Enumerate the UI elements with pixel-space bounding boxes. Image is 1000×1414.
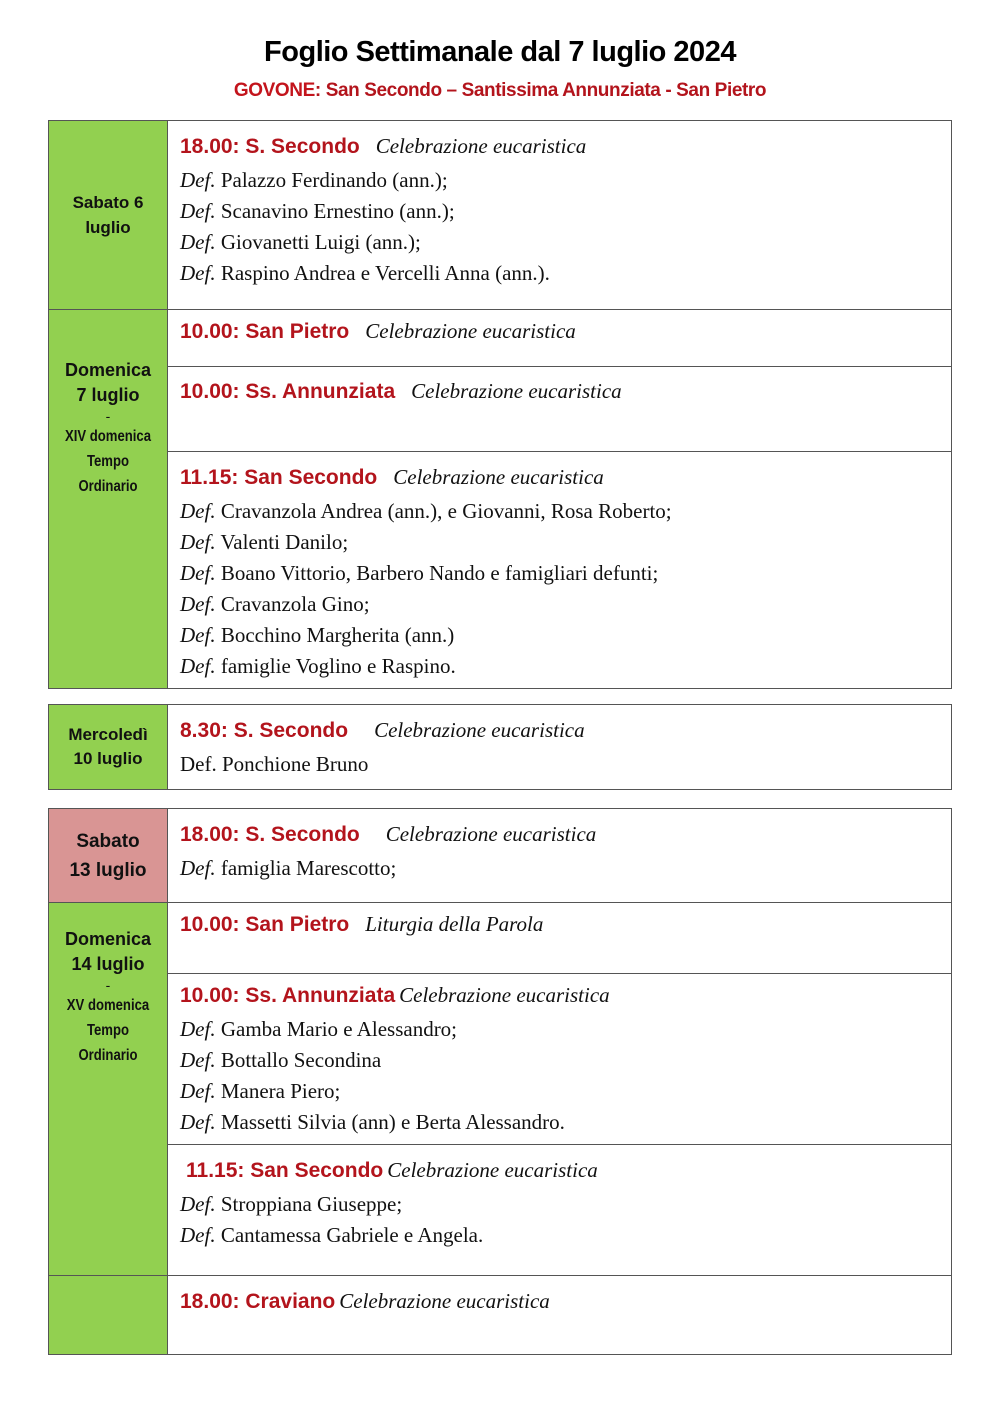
intention-line (180, 1220, 939, 1251)
date-label: 10 luglio (73, 749, 143, 768)
intention-text: famiglia Marescotto; (215, 856, 397, 880)
intention-line (180, 853, 939, 884)
intention-text: Cantamessa Gabriele e Angela. (215, 1223, 484, 1247)
intention-prefix: Def. (180, 1017, 216, 1041)
intention-prefix: Def. (180, 856, 216, 880)
mass-cell (168, 974, 952, 1145)
intention-prefix: Def. (180, 654, 216, 678)
intention-text: Massetti Silvia (ann) e Berta Alessandro. (215, 1110, 565, 1134)
intention-line (180, 1107, 939, 1138)
mass-cell (168, 367, 952, 452)
intention-text: Valenti Danilo; (215, 530, 349, 554)
day-cell-sunday-14 (49, 903, 168, 1276)
intention-line (180, 258, 939, 289)
intention-text: Bottallo Secondina (215, 1048, 382, 1072)
intention-prefix: Def. (180, 1079, 216, 1103)
intention-prefix: Def. (180, 530, 216, 554)
intention-prefix: Def. (180, 499, 216, 523)
day-cell-saturday-13 (49, 809, 168, 903)
intention-prefix: Def. (180, 561, 216, 585)
mass-type: Celebrazione eucaristica (411, 379, 622, 403)
intention-line: Def. Ponchione Bruno (180, 752, 369, 776)
liturgical-season: Tempo (86, 453, 130, 470)
page-subtitle (0, 80, 1000, 102)
mass-type: Celebrazione eucaristica (387, 1158, 598, 1182)
date-label: 7 luglio (76, 385, 140, 405)
mass-time: 18.00: S. Secondo (180, 135, 360, 158)
intention-line (180, 589, 939, 620)
intention-text: Stroppiana Giuseppe; (215, 1192, 403, 1216)
intention-text: Scanavino Ernestino (ann.); (215, 199, 455, 223)
day-cell-saturday-6 (49, 121, 168, 310)
mass-type: Liturgia della Parola (365, 912, 544, 936)
mass-time: 10.00: San Pietro (180, 913, 350, 936)
mass-time: 8.30: S. Secondo (180, 719, 349, 742)
liturgical-sunday: XV domenica (66, 997, 150, 1014)
table-row (49, 367, 952, 452)
mass-type: Celebrazione eucaristica (365, 319, 576, 343)
table-row (49, 705, 952, 790)
intention-text: Cravanzola Andrea (ann.), e Giovanni, Rosa Roberto; (215, 499, 672, 523)
day-label: Sabato 6 (72, 193, 144, 212)
table-row (49, 1276, 952, 1355)
mass-type: Celebrazione eucaristica (399, 983, 610, 1007)
mass-time: 18.00: Craviano (180, 1290, 336, 1313)
intention-line (180, 651, 939, 682)
intention-line (180, 1045, 939, 1076)
mass-type: Celebrazione eucaristica (385, 822, 597, 846)
intentions-list (180, 1014, 939, 1138)
liturgical-season: Ordinario (78, 478, 138, 495)
mass-time: 10.00: Ss. Annunziata (180, 984, 396, 1007)
mass-cell (168, 1276, 952, 1355)
mass-type: Celebrazione eucaristica (374, 718, 585, 742)
mass-time: 18.00: S. Secondo (180, 823, 360, 846)
intention-prefix: Def. (180, 592, 216, 616)
page-title: Foglio Settimanale dal 7 luglio 2024 (264, 36, 736, 68)
day-cell-wednesday-10 (49, 705, 168, 790)
intention-line (180, 558, 939, 589)
intention-prefix: Def. (180, 1223, 216, 1247)
day-label: Sabato (76, 830, 140, 852)
day-cell-empty (49, 1276, 168, 1355)
mass-cell (168, 1145, 952, 1276)
intention-text: Palazzo Ferdinando (ann.); (215, 168, 448, 192)
mass-cell (168, 809, 952, 903)
intentions-list (180, 165, 939, 289)
mass-cell (168, 121, 952, 310)
mass-cell (168, 310, 952, 367)
mass-type: Celebrazione eucaristica (393, 465, 604, 489)
schedule-block-week2 (48, 808, 952, 1355)
liturgical-season: Tempo (86, 1022, 130, 1039)
intention-line (180, 496, 939, 527)
liturgical-sunday: XIV domenica (64, 428, 152, 445)
intention-text: Giovanetti Luigi (ann.); (215, 230, 421, 254)
separator: - (105, 977, 111, 993)
table-row (49, 121, 952, 310)
intention-line (180, 1076, 939, 1107)
mass-cell (168, 452, 952, 689)
schedule-block-wednesday (48, 704, 952, 790)
table-row (49, 310, 952, 367)
schedule-block-week1 (48, 120, 952, 689)
date-label: 14 luglio (71, 954, 145, 974)
church-list: : San Secondo – Santissima Annunziata - San Pietro (314, 80, 767, 101)
intention-text: Boano Vittorio, Barbero Nando e famigliari defunti; (215, 561, 659, 585)
table-row (49, 974, 952, 1145)
table-row (49, 1145, 952, 1276)
intention-line (180, 196, 939, 227)
parish-name: GOVONE (233, 80, 315, 101)
date-label: 13 luglio (69, 859, 147, 881)
mass-type: Celebrazione eucaristica (339, 1289, 550, 1313)
intention-text: Bocchino Margherita (ann.) (215, 623, 455, 647)
table-row (49, 903, 952, 974)
date-label: luglio (85, 218, 131, 237)
intention-line (180, 1014, 939, 1045)
intention-line (180, 1189, 939, 1220)
intention-line (180, 527, 939, 558)
intention-line (180, 227, 939, 258)
day-label: Domenica (64, 929, 152, 949)
mass-time: 10.00: Ss. Annunziata (180, 380, 396, 403)
intention-text: Manera Piero; (215, 1079, 341, 1103)
intention-prefix: Def. (180, 1110, 216, 1134)
intentions-list (180, 853, 939, 884)
intentions-list (180, 1189, 939, 1251)
intention-prefix: Def. (180, 199, 216, 223)
mass-cell (168, 903, 952, 974)
table-row (49, 452, 952, 689)
intention-line (180, 165, 939, 196)
liturgical-season: Ordinario (78, 1047, 138, 1064)
mass-type: Celebrazione eucaristica (375, 134, 587, 158)
intention-prefix: Def. (180, 230, 216, 254)
separator: - (105, 408, 111, 424)
mass-time: 11.15: San Secondo (186, 1159, 384, 1182)
intention-line (180, 620, 939, 651)
intention-text: Raspino Andrea e Vercelli Anna (ann.). (215, 261, 550, 285)
intention-prefix: Def. (180, 261, 216, 285)
intention-prefix: Def. (180, 623, 216, 647)
intention-prefix: Def. (180, 1192, 216, 1216)
intention-prefix: Def. (180, 1048, 216, 1072)
mass-cell (168, 705, 952, 790)
intention-text: Gamba Mario e Alessandro; (215, 1017, 458, 1041)
day-label: Mercoledì (68, 725, 148, 744)
mass-time: 10.00: San Pietro (180, 320, 350, 343)
day-label: Domenica (64, 360, 152, 380)
table-row (49, 809, 952, 903)
intentions-list (180, 496, 939, 682)
intention-prefix: Def. (180, 168, 216, 192)
intention-text: Cravanzola Gino; (215, 592, 370, 616)
mass-time: 11.15: San Secondo (180, 466, 378, 489)
intention-text: famiglie Voglino e Raspino. (215, 654, 456, 678)
day-cell-sunday-7 (49, 310, 168, 689)
